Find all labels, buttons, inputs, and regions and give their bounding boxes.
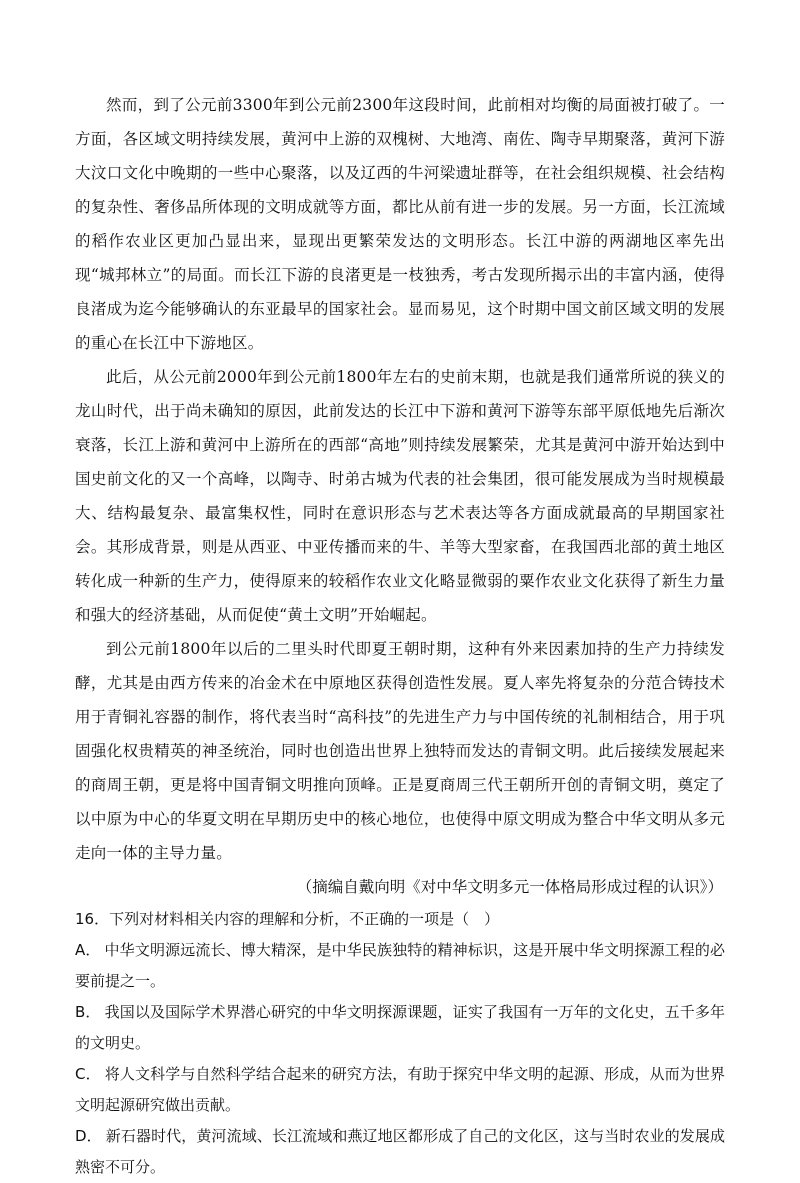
passage-paragraph-3: 到公元前1800年以后的二里头时代即夏王朝时期，这种有外来因素加持的生产力持续发酵，尤其是由西方传来的冶金术在中原地区获得创造性发展。夏人率先将复杂的分范合铸技术用于青铜礼容器的制作，将代表当时“高科技”的先进生产力与中国传统的礼制相结合，用于巩固强化权贵精英的神圣统治，同时也创造出世界上独特而发达的青铜文明。此后接续发展起来的商周王朝，更是将中国青铜文明推向顶峰。正是夏商周三代王朝所开创的青铜文明，奠定了以中原为中心的华夏文明在早期历史中的核心地位，也使得中原文明成为整合中华文明从多元走向一体的主导力量。: [75, 640, 725, 862]
option-a-text: 中华文明源远流长、博大精深，是中华民族独特的精神标识，这是开展中华文明探源工程的必要前提之一。: [75, 941, 725, 990]
option-d: [75, 1121, 725, 1183]
question-stem: 16．下列对材料相关内容的理解和分析，不正确的一项是（ ）: [75, 910, 500, 928]
passage-paragraph-2: 此后，从公元前2000年到公元前1800年左右的史前末期，也就是我们通常所说的狭义的龙山时代，出于尚未确知的原因，此前发达的长江中下游和黄河下游等东部平原低地先后渐次衰落，长江上游和黄河中上游所在的西部“高地”则持续发展繁荣，尤其是黄河中游开始达到中国史前文化的又一个高峰，以陶寺、时弟古城为代表的社会集团，很可能发展成为当时规模最大、结构最复杂、最富集权性，同时在意识形态与艺术表达等各方面成就最高的早期国家社会。其形成背景，则是从西亚、中亚传播而来的牛、羊等大型家畜，在我国西北部的黄土地区转化成一种新的生产力，使得原来的较稻作农业文化略显微弱的粟作农业文化获得了新生力量和强大的经济基础，从而促使“黄土文明”开始崛起。: [75, 368, 725, 624]
option-b-letter: B．: [75, 1003, 101, 1021]
option-b-text: 我国以及国际学术界潜心研究的中华文明探源课题，证实了我国有一万年的文化史，五千多年的文明史。: [75, 1003, 725, 1052]
option-c-letter: C．: [75, 1065, 101, 1083]
option-d-text: 新石器时代，黄河流域、长江流域和燕辽地区都形成了自己的文化区，这与当时农业的发展成熟密不可分。: [75, 1127, 725, 1176]
option-c: [75, 1059, 725, 1121]
question-16: [75, 904, 725, 1183]
option-a: [75, 935, 725, 997]
reading-passage: [75, 88, 725, 870]
option-b: [75, 997, 725, 1059]
option-a-letter: A．: [75, 941, 101, 959]
passage-paragraph-1: 然而，到了公元前3300年到公元前2300年这段时间，此前相对均衡的局面被打破了。一方面，各区域文明持续发展，黄河中上游的双槐树、大地湾、南佐、陶寺早期聚落，黄河下游大汶口文化中晚期的一些中心聚落，以及辽西的牛河梁遗址群等，在社会组织规模、社会结构的复杂性、奢侈品所体现的文明成就等方面，都比从前有进一步的发展。另一方面，长江流域的稻作农业区更加凸显出来，显现出更繁荣发达的文明形态。长江中游的两湖地区率先出现“城邦林立”的局面。而长江下游的良渚更是一枝独秀，考古发现所揭示出的丰富内涵，使得良渚成为迄今能够确认的东亚最早的国家社会。显而易见，这个时期中国文前区域文明的发展的重心在长江中下游地区。: [75, 96, 725, 352]
passage-source-citation: （摘编自戴向明《对中华文明多元一体格局形成过程的认识》）: [296, 878, 723, 896]
option-d-letter: D．: [75, 1127, 102, 1145]
document-page: [75, 88, 725, 1183]
option-c-text: 将人文科学与自然科学结合起来的研究方法，有助于探究中华文明的起源、形成，从而为世界文明起源研究做出贡献。: [75, 1065, 725, 1114]
